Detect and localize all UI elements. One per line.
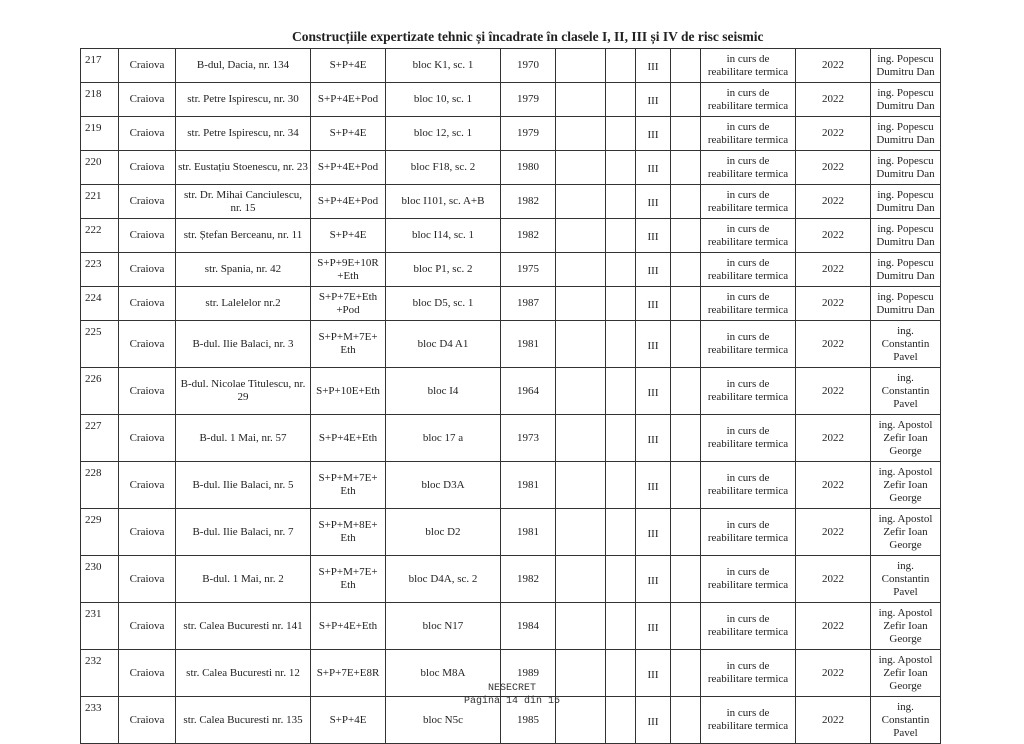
city-cell: Craiova [119, 219, 176, 253]
table-row [81, 603, 941, 650]
row-number: 220 [81, 151, 119, 185]
city-cell: Craiova [119, 49, 176, 83]
status-cell: in curs de reabilitare termica [701, 219, 796, 253]
engineer-cell: ing. Popescu Dumitru Dan [871, 253, 941, 287]
empty-cell [556, 415, 606, 462]
risk-class-cell: III [636, 650, 671, 697]
address-cell: str. Dr. Mihai Canciulescu, nr. 15 [176, 185, 311, 219]
engineer-cell: ing. Popescu Dumitru Dan [871, 219, 941, 253]
empty-cell [606, 185, 636, 219]
city-cell: Craiova [119, 415, 176, 462]
building-cell: bloc I4 [386, 368, 501, 415]
empty-cell [671, 117, 701, 151]
deadline-cell: 2022 [796, 415, 871, 462]
risk-class-cell: III [636, 253, 671, 287]
deadline-cell: 2022 [796, 287, 871, 321]
engineer-cell: ing. Popescu Dumitru Dan [871, 287, 941, 321]
empty-cell [606, 462, 636, 509]
deadline-cell: 2022 [796, 49, 871, 83]
table-row [81, 219, 941, 253]
status-cell: in curs de reabilitare termica [701, 650, 796, 697]
empty-cell [606, 321, 636, 368]
construction-year-cell: 1987 [501, 287, 556, 321]
address-cell: str. Calea Bucuresti nr. 141 [176, 603, 311, 650]
empty-cell [556, 253, 606, 287]
height-regime-cell: S+P+4E [311, 49, 386, 83]
deadline-cell: 2022 [796, 556, 871, 603]
height-regime-cell: S+P+10E+Eth [311, 368, 386, 415]
construction-year-cell: 1973 [501, 415, 556, 462]
empty-cell [671, 219, 701, 253]
empty-cell [556, 603, 606, 650]
engineer-cell: ing. Popescu Dumitru Dan [871, 49, 941, 83]
status-cell: in curs de reabilitare termica [701, 556, 796, 603]
risk-class-cell: III [636, 509, 671, 556]
construction-year-cell: 1970 [501, 49, 556, 83]
deadline-cell: 2022 [796, 117, 871, 151]
empty-cell [606, 117, 636, 151]
table-row [81, 49, 941, 83]
empty-cell [556, 185, 606, 219]
deadline-cell: 2022 [796, 697, 871, 744]
engineer-cell: ing. Constantin Pavel [871, 556, 941, 603]
empty-cell [556, 462, 606, 509]
height-regime-cell: S+P+4E [311, 117, 386, 151]
risk-class-cell: III [636, 321, 671, 368]
construction-year-cell: 1980 [501, 151, 556, 185]
empty-cell [556, 368, 606, 415]
empty-cell [556, 509, 606, 556]
address-cell: str. Calea Bucuresti nr. 135 [176, 697, 311, 744]
risk-class-cell: III [636, 219, 671, 253]
empty-cell [606, 287, 636, 321]
height-regime-cell: S+P+4E [311, 219, 386, 253]
table-row [81, 509, 941, 556]
empty-cell [556, 287, 606, 321]
city-cell: Craiova [119, 509, 176, 556]
address-cell: B-dul. Ilie Balaci, nr. 5 [176, 462, 311, 509]
building-cell: bloc F18, sc. 2 [386, 151, 501, 185]
city-cell: Craiova [119, 185, 176, 219]
empty-cell [671, 556, 701, 603]
table-row [81, 462, 941, 509]
deadline-cell: 2022 [796, 83, 871, 117]
engineer-cell: ing. Popescu Dumitru Dan [871, 185, 941, 219]
table-row [81, 185, 941, 219]
building-cell: bloc N5c [386, 697, 501, 744]
city-cell: Craiova [119, 368, 176, 415]
status-cell: in curs de reabilitare termica [701, 415, 796, 462]
empty-cell [671, 287, 701, 321]
empty-cell [671, 509, 701, 556]
city-cell: Craiova [119, 151, 176, 185]
empty-cell [556, 49, 606, 83]
address-cell: B-dul. Ilie Balaci, nr. 7 [176, 509, 311, 556]
risk-class-cell: III [636, 151, 671, 185]
city-cell: Craiova [119, 287, 176, 321]
row-number: 229 [81, 509, 119, 556]
empty-cell [671, 49, 701, 83]
building-cell: bloc 12, sc. 1 [386, 117, 501, 151]
building-cell: bloc M8A [386, 650, 501, 697]
engineer-cell: ing. Apostol Zefir Ioan George [871, 650, 941, 697]
height-regime-cell: S+P+4E+Pod [311, 83, 386, 117]
construction-year-cell: 1989 [501, 650, 556, 697]
table-row [81, 368, 941, 415]
city-cell: Craiova [119, 462, 176, 509]
row-number: 232 [81, 650, 119, 697]
row-number: 228 [81, 462, 119, 509]
building-cell: bloc I101, sc. A+B [386, 185, 501, 219]
row-number: 218 [81, 83, 119, 117]
deadline-cell: 2022 [796, 321, 871, 368]
page-title: Construcțiile expertizate tehnic și încadrate în clasele I, II, III și IV de risc seismic [292, 29, 764, 44]
address-cell: B-dul. 1 Mai, nr. 2 [176, 556, 311, 603]
risk-class-cell: III [636, 117, 671, 151]
construction-year-cell: 1982 [501, 556, 556, 603]
empty-cell [671, 185, 701, 219]
height-regime-cell: S+P+4E+Eth [311, 603, 386, 650]
table-row [81, 253, 941, 287]
table-row [81, 415, 941, 462]
risk-class-cell: III [636, 83, 671, 117]
table-row [81, 556, 941, 603]
empty-cell [556, 151, 606, 185]
construction-year-cell: 1964 [501, 368, 556, 415]
status-cell: in curs de reabilitare termica [701, 49, 796, 83]
engineer-cell: ing. Popescu Dumitru Dan [871, 151, 941, 185]
height-regime-cell: S+P+M+7E+ Eth [311, 462, 386, 509]
city-cell: Craiova [119, 697, 176, 744]
engineer-cell: ing. Constantin Pavel [871, 368, 941, 415]
construction-year-cell: 1979 [501, 117, 556, 151]
risk-class-cell: III [636, 697, 671, 744]
engineer-cell: ing. Apostol Zefir Ioan George [871, 462, 941, 509]
row-number: 233 [81, 697, 119, 744]
status-cell: in curs de reabilitare termica [701, 185, 796, 219]
address-cell: B-dul. 1 Mai, nr. 57 [176, 415, 311, 462]
row-number: 221 [81, 185, 119, 219]
row-number: 224 [81, 287, 119, 321]
address-cell: str. Ștefan Berceanu, nr. 11 [176, 219, 311, 253]
building-cell: bloc D4 A1 [386, 321, 501, 368]
empty-cell [556, 83, 606, 117]
deadline-cell: 2022 [796, 650, 871, 697]
height-regime-cell: S+P+4E+Eth [311, 415, 386, 462]
construction-year-cell: 1981 [501, 509, 556, 556]
empty-cell [556, 219, 606, 253]
status-cell: in curs de reabilitare termica [701, 462, 796, 509]
risk-class-cell: III [636, 49, 671, 83]
address-cell: str. Petre Ispirescu, nr. 30 [176, 83, 311, 117]
row-number: 231 [81, 603, 119, 650]
empty-cell [556, 117, 606, 151]
building-cell: bloc 10, sc. 1 [386, 83, 501, 117]
engineer-cell: ing. Apostol Zefir Ioan George [871, 603, 941, 650]
empty-cell [606, 83, 636, 117]
construction-year-cell: 1984 [501, 603, 556, 650]
row-number: 222 [81, 219, 119, 253]
row-number: 223 [81, 253, 119, 287]
construction-year-cell: 1982 [501, 185, 556, 219]
risk-class-cell: III [636, 556, 671, 603]
construction-year-cell: 1985 [501, 697, 556, 744]
empty-cell [606, 151, 636, 185]
construction-year-cell: 1981 [501, 462, 556, 509]
risk-class-cell: III [636, 415, 671, 462]
address-cell: str. Petre Ispirescu, nr. 34 [176, 117, 311, 151]
empty-cell [606, 509, 636, 556]
address-cell: str. Spania, nr. 42 [176, 253, 311, 287]
city-cell: Craiova [119, 556, 176, 603]
deadline-cell: 2022 [796, 462, 871, 509]
empty-cell [606, 49, 636, 83]
address-cell: str. Eustațiu Stoenescu, nr. 23 [176, 151, 311, 185]
empty-cell [671, 415, 701, 462]
engineer-cell: ing. Apostol Zefir Ioan George [871, 415, 941, 462]
status-cell: in curs de reabilitare termica [701, 368, 796, 415]
status-cell: in curs de reabilitare termica [701, 151, 796, 185]
address-cell: B-dul, Dacia, nr. 134 [176, 49, 311, 83]
height-regime-cell: S+P+4E+Pod [311, 185, 386, 219]
city-cell: Craiova [119, 117, 176, 151]
classification-label: NESECRET [487, 683, 536, 694]
building-cell: bloc D4A, sc. 2 [386, 556, 501, 603]
engineer-cell: ing. Constantin Pavel [871, 697, 941, 744]
city-cell: Craiova [119, 83, 176, 117]
city-cell: Craiova [119, 650, 176, 697]
height-regime-cell: S+P+M+7E+ Eth [311, 556, 386, 603]
empty-cell [606, 603, 636, 650]
status-cell: in curs de reabilitare termica [701, 287, 796, 321]
row-number: 225 [81, 321, 119, 368]
engineer-cell: ing. Apostol Zefir Ioan George [871, 509, 941, 556]
risk-class-cell: III [636, 185, 671, 219]
building-cell: bloc D5, sc. 1 [386, 287, 501, 321]
risk-class-cell: III [636, 368, 671, 415]
risk-class-cell: III [636, 462, 671, 509]
status-cell: in curs de reabilitare termica [701, 603, 796, 650]
table-row [81, 321, 941, 368]
row-number: 230 [81, 556, 119, 603]
building-cell: bloc N17 [386, 603, 501, 650]
status-cell: in curs de reabilitare termica [701, 321, 796, 368]
empty-cell [606, 253, 636, 287]
address-cell: str. Calea Bucuresti nr. 12 [176, 650, 311, 697]
status-cell: in curs de reabilitare termica [701, 697, 796, 744]
empty-cell [671, 151, 701, 185]
building-cell: bloc D2 [386, 509, 501, 556]
status-cell: in curs de reabilitare termica [701, 117, 796, 151]
row-number: 219 [81, 117, 119, 151]
table-body [81, 49, 941, 744]
page-number: Pagina 14 din 15 [463, 696, 560, 707]
row-number: 217 [81, 49, 119, 83]
city-cell: Craiova [119, 321, 176, 368]
empty-cell [556, 321, 606, 368]
construction-year-cell: 1982 [501, 219, 556, 253]
table-row [81, 151, 941, 185]
height-regime-cell: S+P+4E [311, 697, 386, 744]
city-cell: Craiova [119, 603, 176, 650]
city-cell: Craiova [119, 253, 176, 287]
engineer-cell: ing. Popescu Dumitru Dan [871, 83, 941, 117]
engineer-cell: ing. Constantin Pavel [871, 321, 941, 368]
building-cell: bloc 17 a [386, 415, 501, 462]
deadline-cell: 2022 [796, 368, 871, 415]
empty-cell [671, 83, 701, 117]
status-cell: in curs de reabilitare termica [701, 509, 796, 556]
construction-year-cell: 1981 [501, 321, 556, 368]
empty-cell [606, 368, 636, 415]
empty-cell [671, 603, 701, 650]
address-cell: str. Lalelelor nr.2 [176, 287, 311, 321]
deadline-cell: 2022 [796, 509, 871, 556]
height-regime-cell: S+P+7E+E8R [311, 650, 386, 697]
empty-cell [671, 253, 701, 287]
address-cell: B-dul. Nicolae Titulescu, nr. 29 [176, 368, 311, 415]
risk-class-cell: III [636, 287, 671, 321]
building-cell: bloc I14, sc. 1 [386, 219, 501, 253]
building-cell: bloc D3A [386, 462, 501, 509]
seismic-risk-table [80, 48, 941, 744]
table-row [81, 287, 941, 321]
status-cell: in curs de reabilitare termica [701, 253, 796, 287]
row-number: 226 [81, 368, 119, 415]
deadline-cell: 2022 [796, 185, 871, 219]
height-regime-cell: S+P+M+7E+ Eth [311, 321, 386, 368]
deadline-cell: 2022 [796, 253, 871, 287]
deadline-cell: 2022 [796, 603, 871, 650]
empty-cell [671, 321, 701, 368]
address-cell: B-dul. Ilie Balaci, nr. 3 [176, 321, 311, 368]
empty-cell [671, 462, 701, 509]
deadline-cell: 2022 [796, 151, 871, 185]
empty-cell [606, 415, 636, 462]
height-regime-cell: S+P+M+8E+ Eth [311, 509, 386, 556]
engineer-cell: ing. Popescu Dumitru Dan [871, 117, 941, 151]
empty-cell [671, 368, 701, 415]
construction-year-cell: 1979 [501, 83, 556, 117]
status-cell: in curs de reabilitare termica [701, 83, 796, 117]
risk-class-cell: III [636, 603, 671, 650]
table-row [81, 117, 941, 151]
page-footer [0, 682, 1024, 708]
empty-cell [606, 556, 636, 603]
empty-cell [556, 556, 606, 603]
height-regime-cell: S+P+4E+Pod [311, 151, 386, 185]
empty-cell [606, 219, 636, 253]
deadline-cell: 2022 [796, 219, 871, 253]
row-number: 227 [81, 415, 119, 462]
height-regime-cell: S+P+7E+Eth +Pod [311, 287, 386, 321]
construction-year-cell: 1975 [501, 253, 556, 287]
building-cell: bloc P1, sc. 2 [386, 253, 501, 287]
height-regime-cell: S+P+9E+10R +Eth [311, 253, 386, 287]
table-row [81, 83, 941, 117]
building-cell: bloc K1, sc. 1 [386, 49, 501, 83]
